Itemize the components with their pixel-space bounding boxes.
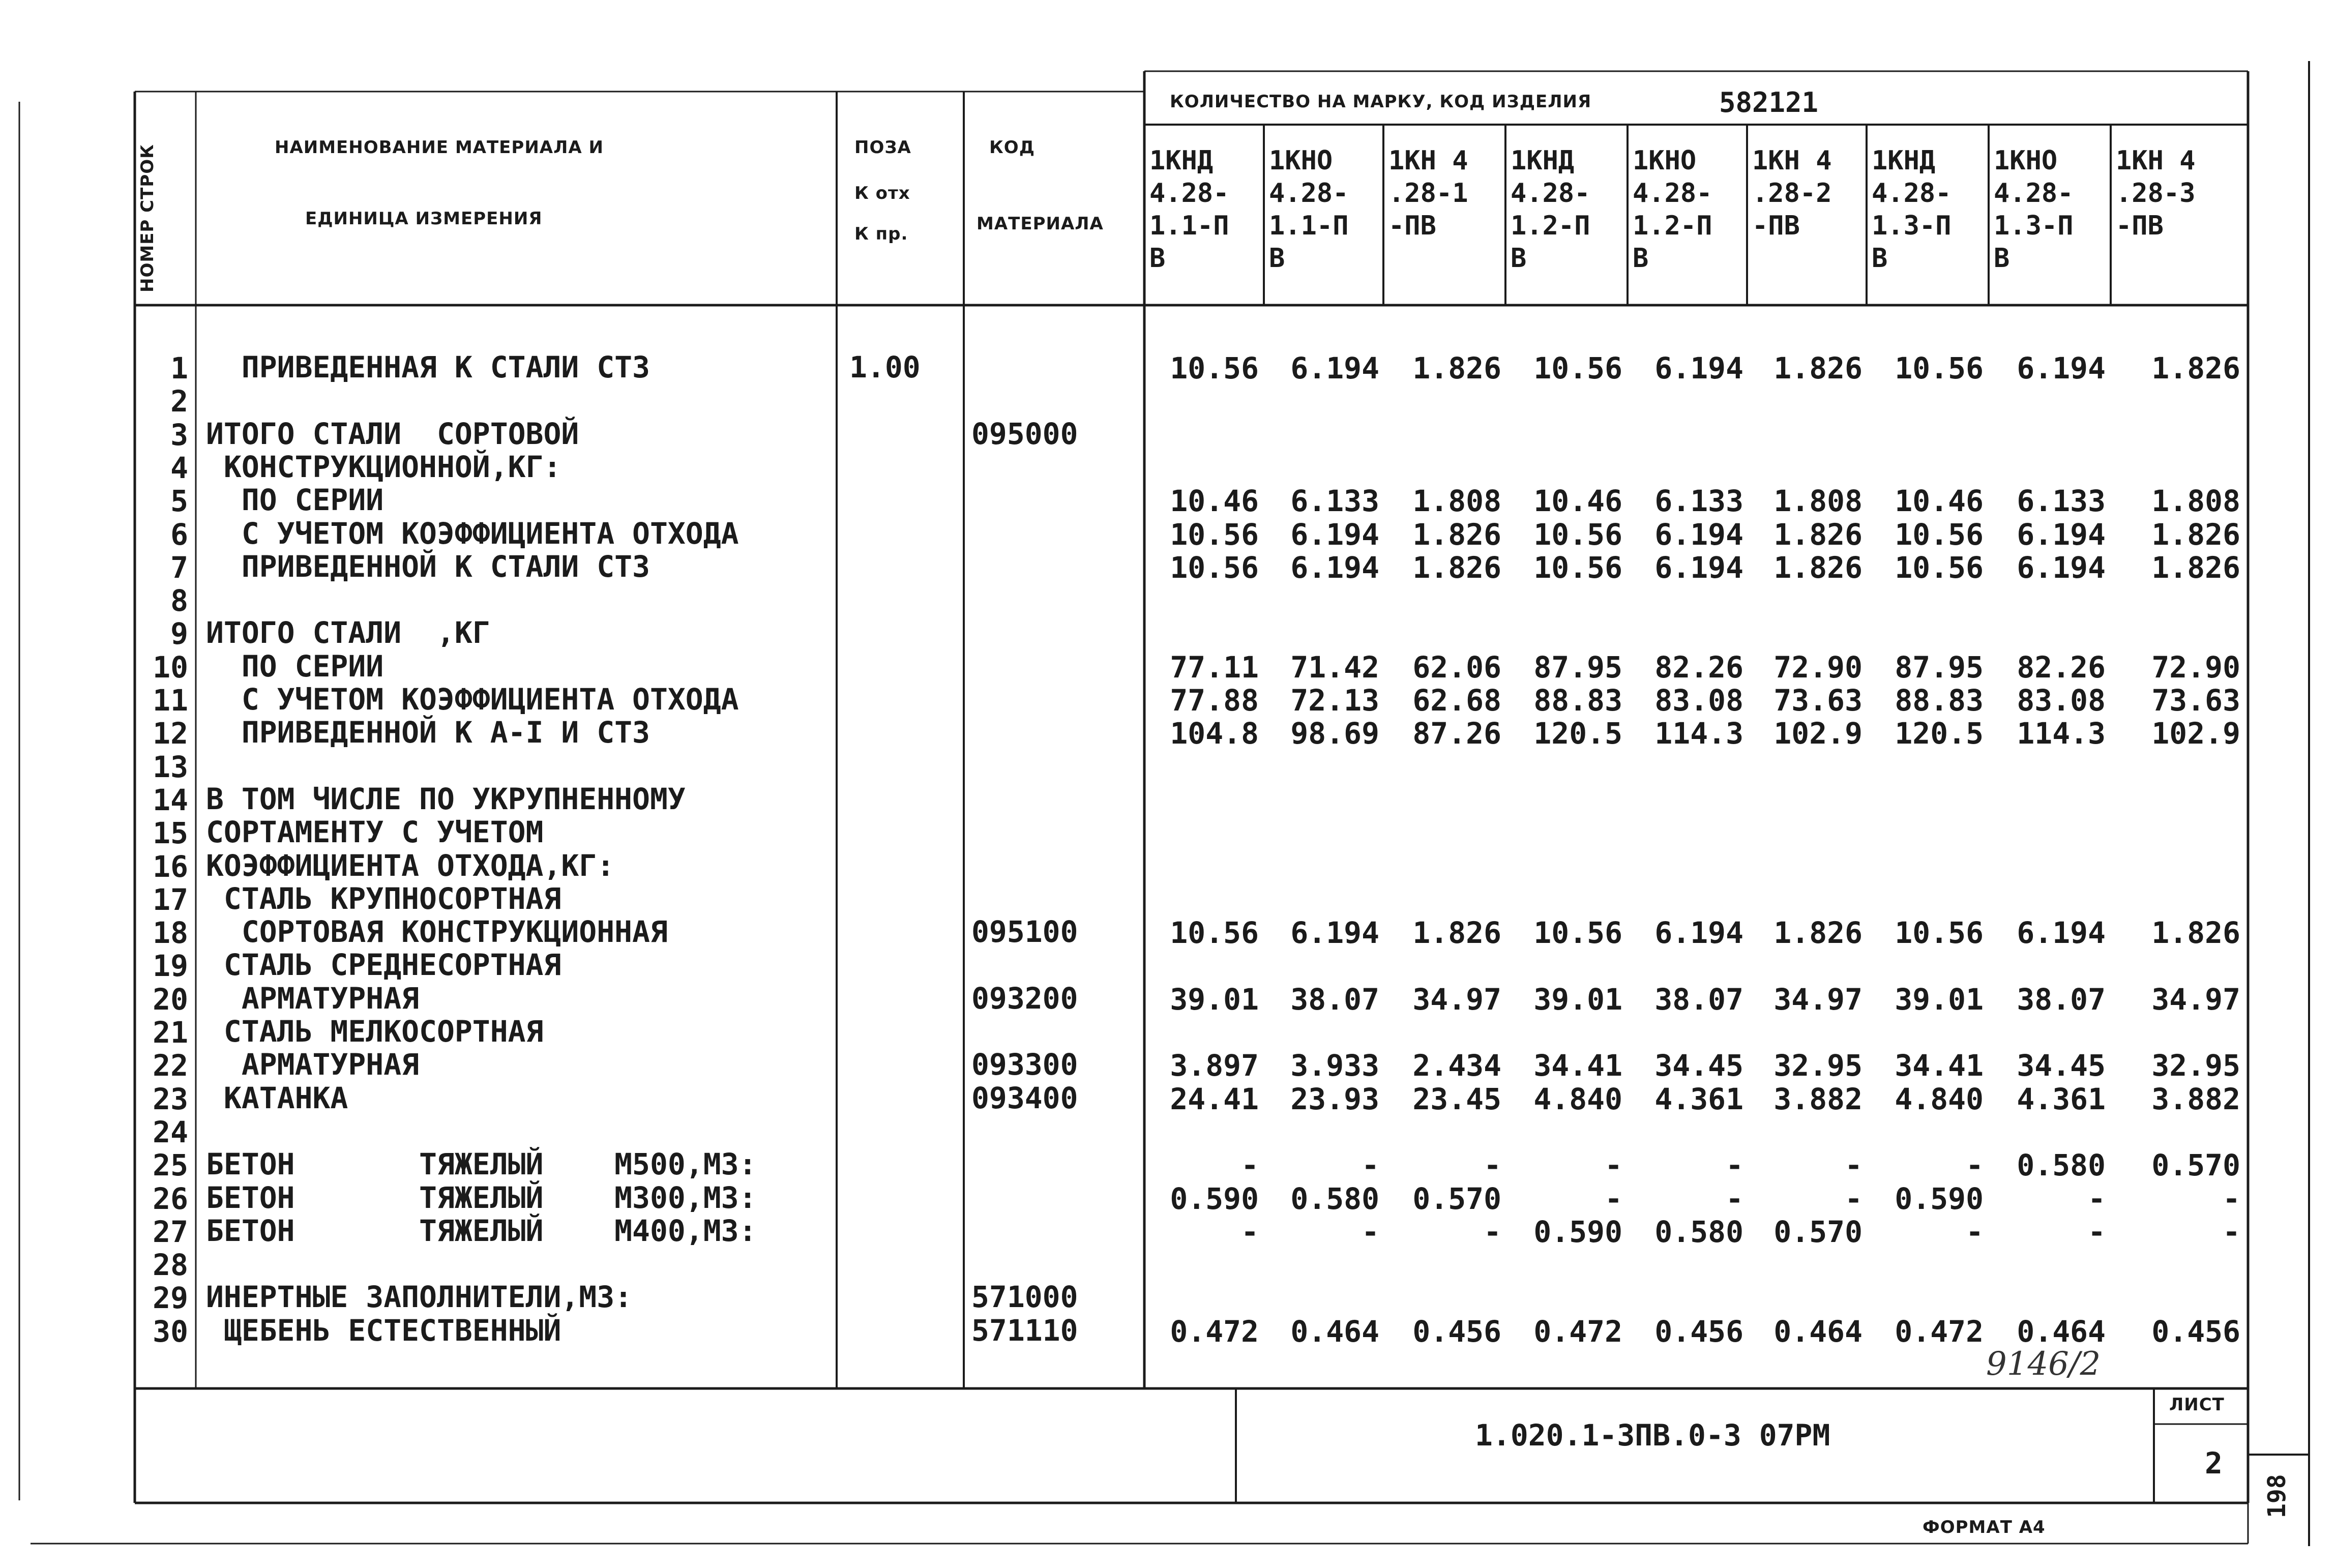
column-heading-line: .28-3	[2116, 178, 2196, 209]
material-name: ИТОГО СТАЛИ СОРТОВОЙ	[206, 416, 579, 451]
quantity-value: 62.68	[1412, 683, 1501, 718]
row-number: 28	[153, 1248, 188, 1283]
quantity-value: 0.464	[2017, 1314, 2106, 1349]
quantity-value: 87.26	[1412, 716, 1501, 751]
quantity-value: 34.41	[1533, 1048, 1622, 1083]
quantity-value: 2.434	[1412, 1048, 1501, 1083]
product-code: 582121	[1719, 86, 1819, 119]
row-number-header: НОМЕР СТРОК	[137, 144, 158, 292]
material-name: ИНЕРТНЫЕ ЗАПОЛНИТЕЛИ,М3:	[206, 1280, 633, 1315]
column-heading-line: В	[1149, 243, 1166, 274]
material-code: 093400	[971, 1080, 1078, 1115]
quantity-value: 10.56	[1533, 550, 1622, 585]
quantity-value: 82.26	[1654, 649, 1743, 685]
quantity-value: 83.08	[2017, 683, 2106, 718]
column-heading	[1994, 147, 2074, 278]
material-name: СТАЛЬ МЕЛКОСОРТНАЯ	[206, 1014, 544, 1049]
quantity-value: 0.570	[1773, 1214, 1862, 1249]
column-heading-line: 1.1-П	[1269, 211, 1349, 241]
column-heading-line: .28-1	[1388, 178, 1468, 209]
quantity-value: 0.590	[1533, 1214, 1622, 1249]
column-heading-line	[1388, 245, 1468, 278]
quantity-value: 120.5	[1895, 716, 1984, 751]
quantity-value: 6.194	[1654, 915, 1743, 951]
material-code: 571000	[971, 1280, 1078, 1315]
quantity-value: -	[1966, 1214, 1984, 1249]
quantity-value: 4.840	[1533, 1081, 1622, 1116]
quantity-value: 1.808	[1412, 484, 1501, 519]
quantity-value: 6.133	[1654, 484, 1743, 519]
quantity-value: 102.9	[1773, 716, 1862, 751]
row-number: 6	[170, 517, 188, 552]
column-heading-line: 1.3-П	[1994, 211, 2074, 241]
material-name: КОЭФФИЦИЕНТА ОТХОДА,КГ:	[206, 848, 615, 883]
quantity-value: 0.472	[1895, 1314, 1984, 1349]
row-number: 10	[153, 649, 188, 685]
column-heading-line	[1752, 245, 1832, 278]
column-heading	[1511, 147, 1590, 278]
material-name: ИТОГО СТАЛИ ,КГ	[206, 615, 490, 650]
quantity-value: 10.46	[1533, 484, 1622, 519]
coef-header-3: К пр.	[854, 224, 908, 244]
material-code: 095000	[971, 416, 1078, 451]
material-name: В ТОМ ЧИСЛЕ ПО УКРУПНЕННОМУ	[206, 781, 686, 816]
quantity-value: 88.83	[1895, 683, 1984, 718]
material-name: ПРИВЕДЕННОЙ К А-I И СТЗ	[206, 715, 650, 750]
row-number: 17	[153, 882, 188, 917]
quantity-value: 0.570	[2151, 1148, 2240, 1183]
row-number: 18	[153, 915, 188, 951]
quantity-value: -	[2088, 1214, 2106, 1249]
column-heading-line: 4.28-	[1872, 178, 1951, 209]
column-heading	[1872, 147, 1951, 278]
row-number: 11	[153, 683, 188, 718]
quantity-value: 77.88	[1170, 683, 1259, 718]
column-heading-line: 1.2-П	[1633, 211, 1712, 241]
column-heading	[2116, 147, 2196, 278]
quantity-value: 1.826	[1412, 351, 1501, 386]
column-heading-line: -ПВ	[1388, 211, 1436, 241]
quantity-value: 10.56	[1895, 517, 1984, 552]
quantity-value: 1.826	[1773, 915, 1862, 951]
quantity-value: 4.361	[1654, 1081, 1743, 1116]
handwritten-note: 9146/2	[1986, 1345, 2101, 1383]
row-number: 5	[170, 484, 188, 519]
material-name: С УЧЕТОМ КОЭФФИЦИЕНТА ОТХОДА	[206, 516, 739, 551]
column-heading-line: 1КНО	[1994, 145, 2058, 176]
column-heading-line: 4.28-	[1511, 178, 1590, 209]
quantity-value: 4.840	[1895, 1081, 1984, 1116]
quantity-value: 0.570	[1412, 1181, 1501, 1216]
material-name: КАТАНКА	[206, 1080, 348, 1115]
quantity-value: 32.95	[2151, 1048, 2240, 1083]
material-name: СТАЛЬ СРЕДНЕСОРТНАЯ	[206, 948, 561, 983]
quantity-value: 1.826	[2151, 915, 2240, 951]
column-heading	[1752, 147, 1832, 278]
material-code: 571110	[971, 1313, 1078, 1348]
quantity-value: 1.826	[1773, 517, 1862, 552]
quantity-value: 0.580	[1290, 1181, 1379, 1216]
quantity-value: 87.95	[1895, 649, 1984, 685]
quantity-value: 3.933	[1290, 1048, 1379, 1083]
quantity-value: 6.194	[1290, 517, 1379, 552]
quantity-value: 1.808	[1773, 484, 1862, 519]
column-heading-line: 1.3-П	[1872, 211, 1951, 241]
quantity-value: 6.194	[1654, 517, 1743, 552]
material-name: С УЧЕТОМ КОЭФФИЦИЕНТА ОТХОДА	[206, 682, 739, 717]
material-name: СТАЛЬ КРУПНОСОРТНАЯ	[206, 881, 561, 916]
quantity-value: 1.826	[1412, 550, 1501, 585]
quantity-value: -	[2088, 1181, 2106, 1216]
quantity-value: 6.194	[1290, 351, 1379, 386]
quantity-value: 1.808	[2151, 484, 2240, 519]
column-heading-line: 1.1-П	[1149, 211, 1229, 241]
column-heading-line: В	[1269, 243, 1285, 274]
column-heading-line: 1.2-П	[1511, 211, 1590, 241]
quantity-value: 6.133	[2017, 484, 2106, 519]
quantity-value: 6.194	[2017, 517, 2106, 552]
quantity-value: 73.63	[2151, 683, 2240, 718]
column-heading-line: 4.28-	[1633, 178, 1712, 209]
quantity-value: -	[1484, 1214, 1501, 1249]
quantity-value: 6.194	[1290, 915, 1379, 951]
row-number: 26	[153, 1181, 188, 1216]
document-code: 1.020.1-3ПВ.0-3 07РМ	[1475, 1418, 1830, 1453]
material-name: АРМАТУРНАЯ	[206, 981, 420, 1016]
quantity-value: 77.11	[1170, 649, 1259, 685]
quantity-value: 10.56	[1895, 351, 1984, 386]
quantity-value: 83.08	[1654, 683, 1743, 718]
quantity-value: 10.46	[1170, 484, 1259, 519]
quantity-value: 10.56	[1533, 351, 1622, 386]
quantity-value: 10.56	[1170, 550, 1259, 585]
quantity-value: 3.897	[1170, 1048, 1259, 1083]
row-number: 14	[153, 782, 188, 817]
material-code: 095100	[971, 914, 1078, 950]
quantity-value: 3.882	[1773, 1081, 1862, 1116]
quantity-value: 10.56	[1170, 517, 1259, 552]
column-heading	[1633, 147, 1712, 278]
quantity-value: 0.590	[1895, 1181, 1984, 1216]
quantity-value: -	[1362, 1214, 1379, 1249]
quantity-value: 6.194	[1654, 550, 1743, 585]
quantity-value: 87.95	[1533, 649, 1622, 685]
material-name-header: НАИМЕНОВАНИЕ МАТЕРИАЛА И	[275, 137, 604, 158]
quantity-value: 3.882	[2151, 1081, 2240, 1116]
quantity-value: 38.07	[2017, 982, 2106, 1017]
column-heading	[1388, 147, 1468, 278]
quantity-value: 38.07	[1290, 982, 1379, 1017]
row-number: 12	[153, 716, 188, 751]
column-heading-line: -ПВ	[2116, 211, 2164, 241]
quantity-value: 62.06	[1412, 649, 1501, 685]
column-heading-line: В	[1994, 243, 2010, 274]
column-heading-line: 1КН 4	[1388, 145, 1468, 176]
material-code: 093200	[971, 981, 1078, 1016]
quantity-value: 0.464	[1773, 1314, 1862, 1349]
row-number: 24	[153, 1114, 188, 1149]
column-heading-line: .28-2	[1752, 178, 1832, 209]
quantity-value: 72.90	[2151, 649, 2240, 685]
quantity-value: 0.456	[1412, 1314, 1501, 1349]
quantity-value: 23.93	[1290, 1081, 1379, 1116]
quantity-value: 0.580	[2017, 1148, 2106, 1183]
quantity-value: 6.194	[1654, 351, 1743, 386]
quantity-value: 0.590	[1170, 1181, 1259, 1216]
row-number: 9	[170, 616, 188, 652]
quantity-value: 6.194	[2017, 915, 2106, 951]
material-name: ПО СЕРИИ	[206, 483, 384, 518]
quantity-value: -	[1605, 1148, 1622, 1183]
material-name: СОРТАМЕНТУ С УЧЕТОМ	[206, 815, 544, 850]
quantity-value: 34.97	[1412, 982, 1501, 1017]
column-heading-line: 1КНД	[1872, 145, 1936, 176]
quantity-value: 34.45	[2017, 1048, 2106, 1083]
quantity-value: 1.826	[1412, 517, 1501, 552]
quantity-value: 34.97	[1773, 982, 1862, 1017]
column-heading-line: -ПВ	[1752, 211, 1800, 241]
quantity-value: 6.194	[2017, 550, 2106, 585]
quantity-value: 0.580	[1654, 1214, 1743, 1249]
quantity-value: -	[1845, 1148, 1862, 1183]
column-heading-line: В	[1511, 243, 1527, 274]
material-name: СОРТОВАЯ КОНСТРУКЦИОННАЯ	[206, 914, 668, 950]
material-code: 093300	[971, 1047, 1078, 1082]
quantity-value: 10.56	[1533, 517, 1622, 552]
material-name: БЕТОН ТЯЖЕЛЫЙ М300,М3:	[206, 1180, 757, 1215]
quantity-value: 6.194	[2017, 351, 2106, 386]
quantity-value: -	[1362, 1148, 1379, 1183]
row-number: 29	[153, 1281, 188, 1316]
coef-header-1: ПОЗА	[854, 137, 911, 158]
quantity-value: 34.45	[1654, 1048, 1743, 1083]
quantity-value: 102.9	[2151, 716, 2240, 751]
code-header-1: КОД	[989, 137, 1035, 158]
row-number: 30	[153, 1314, 188, 1349]
quantity-value: 10.56	[1895, 915, 1984, 951]
material-name: БЕТОН ТЯЖЕЛЫЙ М400,М3:	[206, 1213, 757, 1248]
quantity-value: 0.456	[1654, 1314, 1743, 1349]
column-heading-line	[2116, 245, 2196, 278]
quantity-value: 34.97	[2151, 982, 2240, 1017]
material-name: ЩЕБЕНЬ ЕСТЕСТВЕННЫЙ	[206, 1313, 561, 1348]
quantity-value: -	[2223, 1181, 2240, 1216]
quantity-value: 1.826	[1412, 915, 1501, 951]
quantity-value: 24.41	[1170, 1081, 1259, 1116]
column-heading-line: 4.28-	[1994, 178, 2074, 209]
quantity-value: 10.46	[1895, 484, 1984, 519]
material-name: БЕТОН ТЯЖЕЛЫЙ М500,М3:	[206, 1147, 757, 1182]
quantity-value: 1.826	[2151, 517, 2240, 552]
row-number: 19	[153, 949, 188, 984]
quantity-value: 98.69	[1290, 716, 1379, 751]
format-label: ФОРМАТ А4	[1923, 1517, 2046, 1537]
row-number: 23	[153, 1081, 188, 1116]
quantity-value: 88.83	[1533, 683, 1622, 718]
quantity-value: -	[1966, 1148, 1984, 1183]
column-heading-line: 1КНО	[1269, 145, 1333, 176]
quantity-value: -	[1484, 1148, 1501, 1183]
quantity-value: 10.56	[1895, 550, 1984, 585]
column-heading-line: 1КНО	[1633, 145, 1697, 176]
row-number: 20	[153, 982, 188, 1017]
row-number: 27	[153, 1214, 188, 1249]
material-name: ПРИВЕДЕННОЙ К СТАЛИ СТЗ	[206, 549, 650, 584]
quantity-value: 73.63	[1773, 683, 1862, 718]
quantity-value: 82.26	[2017, 649, 2106, 685]
material-name: ПО СЕРИИ	[206, 648, 384, 684]
row-number: 16	[153, 849, 188, 884]
column-heading-line: В	[1872, 243, 1888, 274]
sheet-label: ЛИСТ	[2169, 1395, 2225, 1415]
column-heading-line: 4.28-	[1269, 178, 1349, 209]
quantity-value: 39.01	[1170, 982, 1259, 1017]
row-number: 1	[170, 351, 188, 386]
unit-header: ЕДИНИЦА ИЗМЕРЕНИЯ	[305, 209, 543, 229]
quantity-value: 114.3	[1654, 716, 1743, 751]
column-heading-line: В	[1633, 243, 1649, 274]
quantity-value: 1.826	[2151, 351, 2240, 386]
quantity-value: -	[1726, 1148, 1743, 1183]
quantity-value: 23.45	[1412, 1081, 1501, 1116]
quantity-value: -	[1241, 1214, 1259, 1249]
coef-header-2: К отх	[854, 183, 910, 203]
side-stamp: 198	[2263, 1474, 2291, 1518]
quantity-value: 32.95	[1773, 1048, 1862, 1083]
quantity-value: 6.194	[1290, 550, 1379, 585]
column-heading-line: 1КНД	[1511, 145, 1575, 176]
quantity-value: 10.56	[1170, 351, 1259, 386]
row-number: 8	[170, 583, 188, 618]
row-number: 25	[153, 1148, 188, 1183]
row-number: 15	[153, 816, 188, 851]
quantity-value: 1.826	[1773, 351, 1862, 386]
quantity-value: 10.56	[1170, 915, 1259, 951]
quantity-value: 34.41	[1895, 1048, 1984, 1083]
row-number: 2	[170, 384, 188, 419]
material-name: АРМАТУРНАЯ	[206, 1047, 420, 1082]
quantity-value: 1.826	[2151, 550, 2240, 585]
quantity-value: 104.8	[1170, 716, 1259, 751]
quantity-value: 71.42	[1290, 649, 1379, 685]
quantity-value: 0.456	[2151, 1314, 2240, 1349]
quantity-value: -	[1726, 1181, 1743, 1216]
material-name: КОНСТРУКЦИОННОЙ,КГ:	[206, 449, 561, 484]
quantity-value: -	[1241, 1148, 1259, 1183]
column-heading-line: 1КН 4	[1752, 145, 1832, 176]
quantity-value: 114.3	[2017, 716, 2106, 751]
quantity-value: 4.361	[2017, 1081, 2106, 1116]
row-number: 3	[170, 417, 188, 452]
column-heading	[1149, 147, 1229, 278]
code-header-2: МАТЕРИАЛА	[977, 214, 1104, 234]
quantity-value: 0.472	[1533, 1314, 1622, 1349]
quantity-value: -	[2223, 1214, 2240, 1249]
column-heading-line: 1КН 4	[2116, 145, 2196, 176]
quantity-value: 39.01	[1533, 982, 1622, 1017]
coefficient: 1.00	[849, 350, 921, 384]
column-heading-line: 1КНД	[1149, 145, 1214, 176]
row-number: 21	[153, 1015, 188, 1050]
column-heading-line: 4.28-	[1149, 178, 1229, 209]
column-heading	[1269, 147, 1349, 278]
quantity-value: -	[1605, 1181, 1622, 1216]
quantity-value: 38.07	[1654, 982, 1743, 1017]
quantity-value: 39.01	[1895, 982, 1984, 1017]
row-number: 22	[153, 1048, 188, 1083]
quantity-value: 10.56	[1533, 915, 1622, 951]
sheet-number: 2	[2205, 1446, 2223, 1481]
quantity-value: -	[1845, 1181, 1862, 1216]
quantity-value: 72.13	[1290, 683, 1379, 718]
row-number: 4	[170, 450, 188, 485]
quantity-value: 1.826	[1773, 550, 1862, 585]
quantity-value: 0.464	[1290, 1314, 1379, 1349]
row-number: 13	[153, 749, 188, 784]
quantity-value: 72.90	[1773, 649, 1862, 685]
quantity-value: 6.133	[1290, 484, 1379, 519]
quantity-value: 0.472	[1170, 1314, 1259, 1349]
quantity-header: КОЛИЧЕСТВО НА МАРКУ, КОД ИЗДЕЛИЯ	[1170, 92, 1592, 112]
row-number: 7	[170, 550, 188, 585]
quantity-value: 120.5	[1533, 716, 1622, 751]
material-name: ПРИВЕДЕННАЯ К СТАЛИ СТЗ	[206, 350, 650, 384]
